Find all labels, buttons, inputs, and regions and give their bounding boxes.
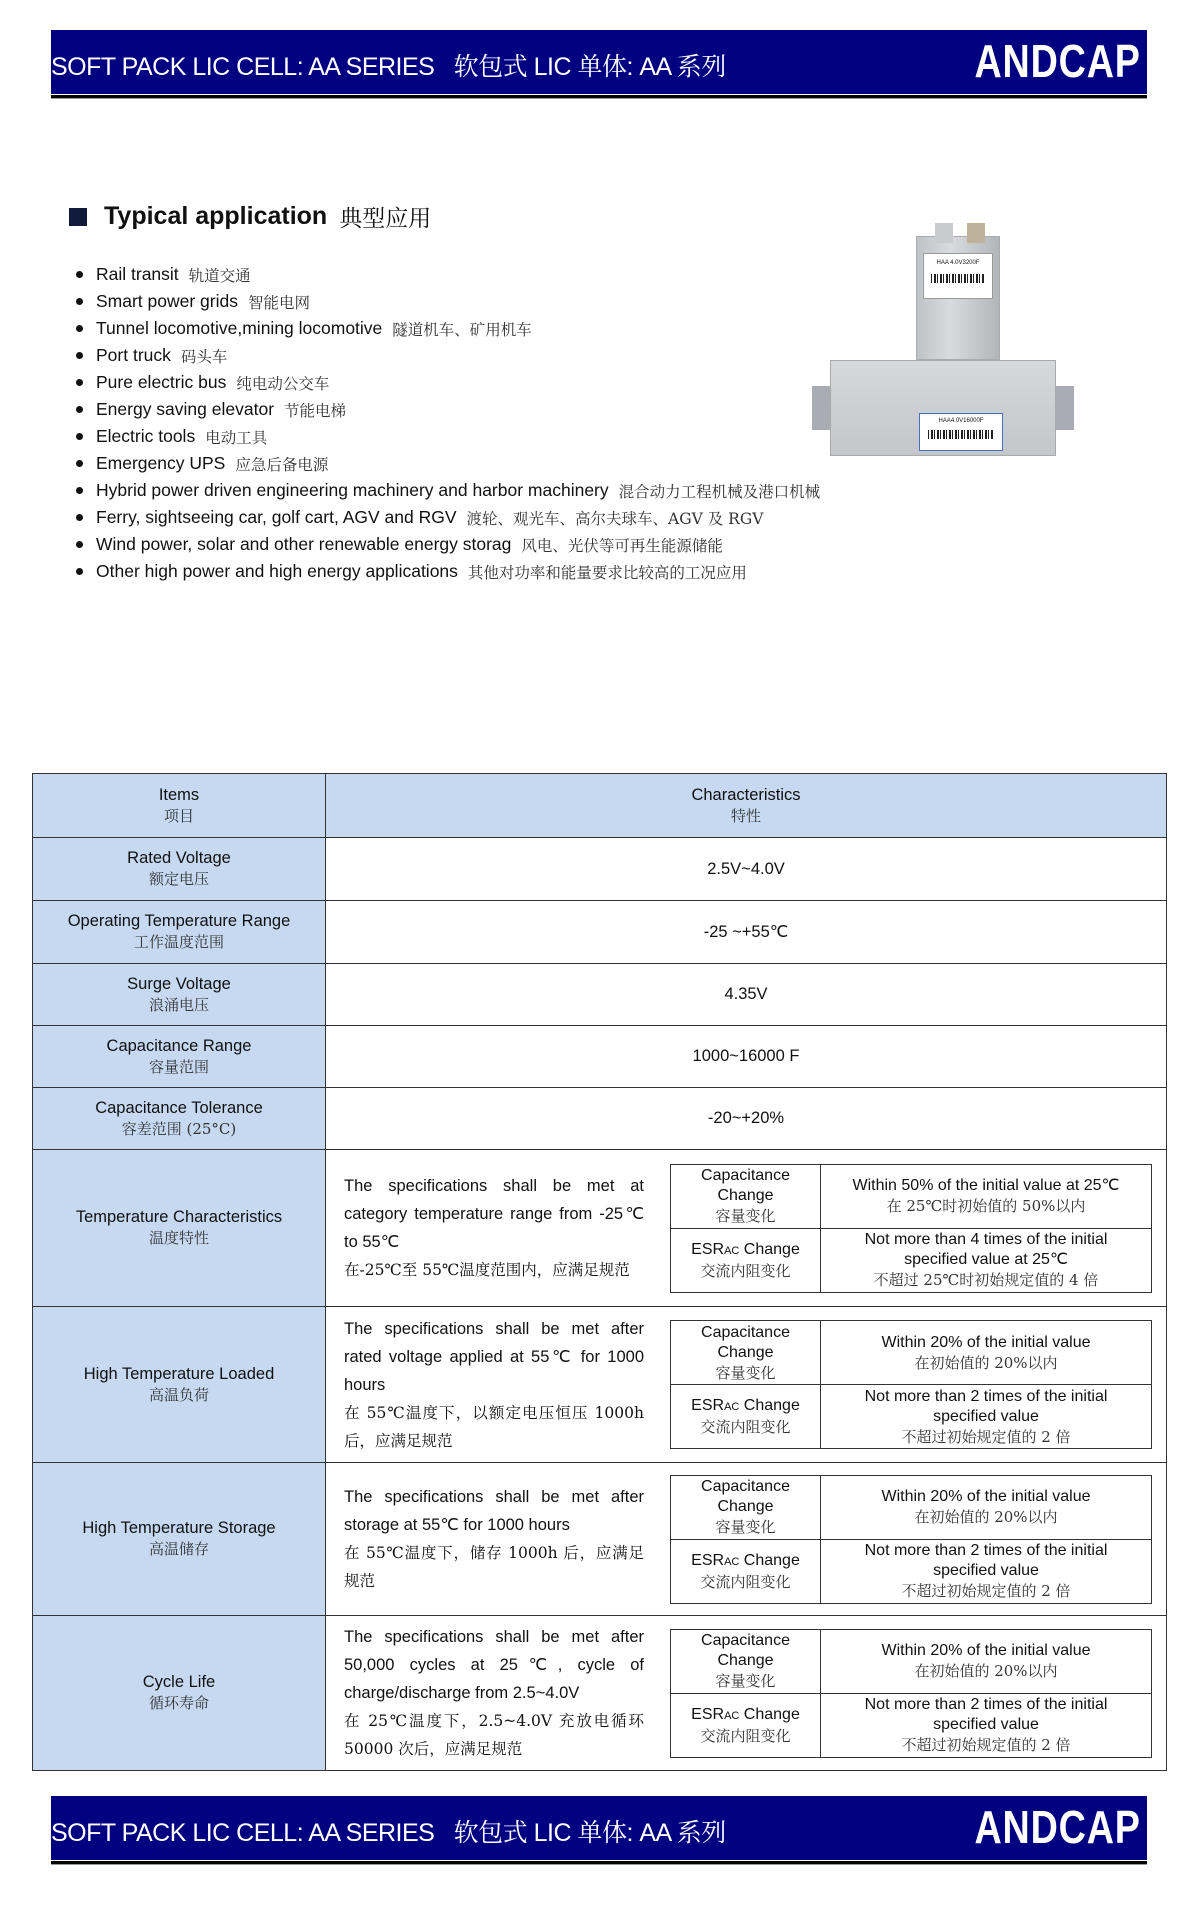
- description-en: The specifications shall be met after rated voltage applied at 55℃ for 1000 hours: [344, 1319, 644, 1394]
- section-title-zh: 典型应用: [339, 206, 432, 232]
- label-en: Capacitance: [701, 1478, 790, 1495]
- label-en: Capacitance: [701, 1167, 790, 1184]
- change-text: Change: [739, 1240, 800, 1258]
- value-cell: 4.35V: [326, 964, 1167, 1026]
- value-en: Within 50% of the initial value at 25℃: [852, 1177, 1120, 1194]
- value-cell: -20~+20%: [326, 1088, 1167, 1150]
- product-photo: [812, 218, 1074, 458]
- value-en: Within 20% of the initial value: [881, 1488, 1091, 1505]
- esr-text: ESR: [691, 1397, 725, 1414]
- table-row: [33, 1463, 1167, 1616]
- criteria-row: [671, 1164, 1152, 1228]
- bullet-icon: [76, 271, 83, 278]
- label-en: Capacitance: [701, 1323, 790, 1341]
- bullet-icon: [76, 325, 83, 332]
- label-en: [671, 1705, 820, 1726]
- application-zh: 混合动力工程机械及港口机械: [618, 482, 821, 501]
- small-cell-image: [916, 236, 1000, 360]
- label-en: [671, 1396, 820, 1417]
- description-block: [326, 1164, 1166, 1293]
- item-cell: [33, 1026, 326, 1088]
- item-cell: [33, 1616, 326, 1771]
- bullet-icon: [76, 568, 83, 575]
- item-cell: [33, 964, 326, 1026]
- esr-change-value: [821, 1539, 1152, 1603]
- value-zh: 不超过初始规定值的 2 倍: [901, 1427, 1071, 1446]
- label-zh: 容量变化: [715, 1207, 776, 1225]
- change-text: Change: [739, 1551, 800, 1569]
- list-item: [76, 450, 820, 477]
- application-en: Hybrid power driven engineering machinery and harbor machinery: [96, 480, 609, 500]
- item-en: High Temperature Loaded: [83, 1364, 275, 1383]
- esr-subscript: AC: [724, 1401, 740, 1413]
- header-divider: [51, 95, 1147, 99]
- criteria-row: [671, 1693, 1152, 1757]
- label-en: [671, 1551, 820, 1572]
- application-en: Smart power grids: [96, 291, 238, 311]
- application-en: Tunnel locomotive,mining locomotive: [96, 318, 383, 338]
- items-header-zh: 项目: [163, 806, 194, 825]
- value-zh: 在初始值的 20%以内: [914, 1662, 1058, 1680]
- description-zh: 在-25℃至 55℃温度范围内，应满足规范: [344, 1261, 630, 1279]
- description-zh: 在 25℃温度下，2.5~4.0V 充放电循环 50000 次后，应满足规范: [344, 1712, 644, 1758]
- value-en: specified value: [933, 1716, 1039, 1733]
- large-cell-image: [830, 360, 1056, 456]
- esr-text: ESR: [691, 1240, 725, 1258]
- value-zh: 在初始值的 20%以内: [914, 1353, 1058, 1372]
- application-zh: 应急后备电源: [235, 455, 329, 474]
- section-title-en: Typical application: [104, 202, 328, 230]
- application-en: Ferry, sightseeing car, golf cart, AGV and RGV: [96, 507, 457, 527]
- label-zh: 容量变化: [715, 1672, 776, 1690]
- esr-change-label: [671, 1693, 821, 1757]
- esr-text: ESR: [691, 1551, 725, 1569]
- characteristics-header-en: Characteristics: [691, 785, 801, 804]
- esr-change-label: [671, 1385, 821, 1449]
- list-item: [76, 531, 820, 558]
- item-en: Capacitance Range: [106, 1036, 252, 1055]
- header-title: SOFT PACK LIC CELL: AA SERIES 软包式 LIC 单体: AA 系列: [51, 53, 726, 81]
- change-text: Change: [739, 1705, 800, 1723]
- bullet-icon: [76, 487, 83, 494]
- description-text: [344, 1483, 644, 1595]
- bullet-icon: [76, 406, 83, 413]
- value-en: specified value at 25℃: [904, 1251, 1068, 1268]
- item-zh: 容差范围 (25°C): [121, 1119, 237, 1138]
- item-en: Operating Temperature Range: [67, 912, 291, 930]
- section-heading: [69, 200, 431, 233]
- bullet-icon: [76, 460, 83, 467]
- esr-change-label: [671, 1539, 821, 1603]
- item-cell: [33, 1307, 326, 1463]
- bullet-icon: [76, 298, 83, 305]
- description-block: [326, 1475, 1166, 1604]
- table-row: [33, 1307, 1167, 1463]
- label-zh: 交流内阻变化: [700, 1726, 791, 1745]
- esr-text: ESR: [691, 1705, 725, 1723]
- item-en: Surge Voltage: [127, 974, 231, 993]
- small-cell-label: HAA 4.0V3200F: [936, 260, 980, 266]
- table-row: [33, 1088, 1167, 1150]
- table-header-row: [33, 774, 1167, 838]
- value-cell: 2.5V~4.0V: [326, 838, 1167, 901]
- description-en: The specifications shall be met after 50,000 cycles at 25℃, cycle of charge/discharge from 2.5~4.0V: [344, 1628, 644, 1702]
- capacitance-change-value: [821, 1475, 1152, 1539]
- value-cell: -25 ~+55℃: [326, 901, 1167, 964]
- list-item: [76, 423, 820, 450]
- esr-change-value: [821, 1385, 1152, 1449]
- label-zh: 交流内阻变化: [700, 1572, 791, 1591]
- capacitance-change-value: [821, 1321, 1152, 1385]
- esr-subscript: AC: [724, 1555, 740, 1568]
- esr-subscript: AC: [724, 1244, 740, 1257]
- label-zh: 容量变化: [715, 1363, 776, 1382]
- value-en: Not more than 2 times of the initial: [864, 1696, 1108, 1713]
- capacitance-change-label: [671, 1164, 821, 1228]
- item-zh: 工作温度范围: [133, 933, 224, 951]
- description-block: [326, 1623, 1166, 1763]
- table-row: [33, 1150, 1167, 1307]
- description-text: [344, 1623, 644, 1763]
- description-text: [344, 1315, 644, 1455]
- list-item: [76, 315, 820, 342]
- criteria-table: [670, 1629, 1152, 1758]
- criteria-table: [670, 1320, 1152, 1449]
- application-zh: 其他对功率和能量要求比较高的工况应用: [467, 563, 747, 582]
- criteria-table: [670, 1164, 1152, 1293]
- application-en: Pure electric bus: [96, 372, 227, 392]
- andcap-logo: ANDCAP: [974, 35, 1141, 87]
- item-cell: [33, 1150, 326, 1307]
- item-zh: 浪涌电压: [148, 995, 209, 1014]
- specification-table: [32, 773, 1167, 1771]
- esr-change-value: [821, 1228, 1152, 1292]
- bullet-icon: [76, 352, 83, 359]
- item-zh: 高温储存: [148, 1540, 209, 1558]
- bullet-icon: [76, 379, 83, 386]
- characteristics-header-zh: 特性: [730, 806, 761, 825]
- esr-change-value: [821, 1693, 1152, 1757]
- value-en: specified value: [933, 1562, 1039, 1579]
- capacitance-change-value: [821, 1629, 1152, 1693]
- application-en: Other high power and high energy applications: [96, 561, 458, 581]
- application-zh: 码头车: [180, 347, 228, 366]
- value-en: Not more than 4 times of the initial: [864, 1231, 1108, 1248]
- application-zh: 纯电动公交车: [236, 374, 330, 393]
- esr-change-label: [671, 1228, 821, 1292]
- application-en: Wind power, solar and other renewable energy storag: [96, 534, 512, 554]
- value-zh: 在初始值的 20%以内: [914, 1508, 1058, 1526]
- value-zh: 在 25℃时初始值的 50%以内: [886, 1197, 1086, 1215]
- item-zh: 额定电压: [148, 870, 209, 888]
- criteria-row: [671, 1539, 1152, 1603]
- bullet-icon: [76, 433, 83, 440]
- criteria-row: [671, 1321, 1152, 1385]
- criteria-row: [671, 1228, 1152, 1292]
- description-en: The specifications shall be met at category temperature range from -25℃ to 55℃: [344, 1177, 644, 1251]
- esr-subscript: AC: [724, 1709, 740, 1722]
- criteria-row: [671, 1475, 1152, 1539]
- application-zh: 电动工具: [205, 428, 268, 447]
- table-row: [33, 838, 1167, 901]
- label-en: [671, 1240, 820, 1261]
- item-en: Capacitance Tolerance: [95, 1098, 263, 1117]
- capacitance-change-label: [671, 1321, 821, 1385]
- list-item: [76, 261, 820, 288]
- value-cell: 1000~16000 F: [326, 1026, 1167, 1088]
- item-zh: 高温负荷: [148, 1385, 209, 1404]
- item-zh: 容量范围: [148, 1057, 209, 1076]
- label-en: Change: [717, 1498, 774, 1515]
- table-row: [33, 901, 1167, 964]
- label-zh: 交流内阻变化: [700, 1418, 791, 1436]
- value-en: Within 20% of the initial value: [881, 1333, 1091, 1351]
- change-text: Change: [739, 1397, 800, 1414]
- item-en: High Temperature Storage: [82, 1519, 276, 1537]
- footer-title: SOFT PACK LIC CELL: AA SERIES 软包式 LIC 单体: AA 系列: [51, 1819, 726, 1847]
- list-item: [76, 396, 820, 423]
- characteristics-cell: [326, 1616, 1167, 1771]
- value-zh: 不超过初始规定值的 2 倍: [901, 1582, 1071, 1600]
- application-zh: 渡轮、观光车、高尔夫球车、AGV 及 RGV: [466, 509, 764, 528]
- value-zh: 不超过 25℃时初始规定值的 4 倍: [873, 1271, 1099, 1289]
- value-en: Within 20% of the initial value: [881, 1642, 1091, 1659]
- item-zh: 温度特性: [148, 1229, 209, 1247]
- table-row: [33, 1616, 1167, 1771]
- description-text: [344, 1172, 644, 1284]
- characteristics-cell: [326, 1307, 1167, 1463]
- criteria-table: [670, 1475, 1152, 1604]
- characteristics-cell: [326, 1463, 1167, 1616]
- label-en: Change: [717, 1343, 774, 1361]
- value-en: specified value: [933, 1407, 1039, 1425]
- table-row: [33, 964, 1167, 1026]
- footer-band: [51, 1796, 1147, 1860]
- capacitance-change-value: [821, 1164, 1152, 1228]
- description-en: The specifications shall be met after storage at 55℃ for 1000 hours: [344, 1488, 644, 1534]
- list-item: [76, 288, 820, 315]
- bullet-icon: [76, 514, 83, 521]
- capacitance-change-label: [671, 1475, 821, 1539]
- item-en: Rated Voltage: [127, 849, 231, 867]
- table-row: [33, 1026, 1167, 1088]
- application-en: Emergency UPS: [96, 453, 226, 473]
- capacitance-change-label: [671, 1629, 821, 1693]
- characteristics-cell: [326, 1150, 1167, 1307]
- items-header-en: Items: [158, 785, 200, 804]
- label-en: Change: [717, 1187, 774, 1204]
- list-item: [76, 558, 820, 585]
- list-item: [76, 504, 820, 531]
- item-zh: 循环寿命: [148, 1694, 209, 1712]
- value-en: Not more than 2 times of the initial: [864, 1542, 1108, 1559]
- application-zh: 轨道交通: [188, 266, 251, 285]
- label-zh: 容量变化: [715, 1518, 776, 1536]
- application-en: Electric tools: [96, 426, 196, 446]
- criteria-row: [671, 1629, 1152, 1693]
- item-cell: [33, 1088, 326, 1150]
- item-en: Cycle Life: [142, 1673, 216, 1691]
- application-zh: 智能电网: [248, 293, 311, 312]
- bullet-icon: [76, 541, 83, 548]
- large-cell-label: HAA4.0V16000F: [938, 418, 984, 424]
- footer-divider: [51, 1861, 1147, 1865]
- application-en: Port truck: [96, 345, 171, 365]
- item-cell: [33, 901, 326, 964]
- label-zh: 交流内阻变化: [700, 1261, 791, 1280]
- list-item: [76, 477, 820, 504]
- criteria-row: [671, 1385, 1152, 1449]
- item-en: Temperature Characteristics: [75, 1208, 283, 1226]
- description-block: [326, 1315, 1166, 1455]
- value-zh: 不超过初始规定值的 2 倍: [901, 1736, 1071, 1754]
- description-zh: 在 55℃温度下，以额定电压恒压 1000h 后，应满足规范: [344, 1403, 644, 1450]
- application-zh: 节能电梯: [284, 401, 347, 420]
- application-en: Rail transit: [96, 264, 179, 284]
- footer-andcap-logo: ANDCAP: [974, 1801, 1141, 1853]
- item-cell: [33, 1463, 326, 1616]
- application-list: [76, 261, 820, 585]
- label-en: Capacitance: [701, 1632, 790, 1649]
- list-item: [76, 369, 820, 396]
- value-en: Not more than 2 times of the initial: [864, 1387, 1108, 1405]
- header-band: [51, 30, 1147, 94]
- list-item: [76, 342, 820, 369]
- application-en: Energy saving elevator: [96, 399, 275, 419]
- application-zh: 风电、光伏等可再生能源储能: [521, 536, 723, 555]
- item-cell: [33, 838, 326, 901]
- description-zh: 在 55℃温度下，储存 1000h 后，应满足规范: [344, 1544, 644, 1590]
- application-zh: 隧道机车、矿用机车: [392, 320, 532, 339]
- square-bullet-icon: [69, 208, 87, 226]
- label-en: Change: [717, 1652, 774, 1669]
